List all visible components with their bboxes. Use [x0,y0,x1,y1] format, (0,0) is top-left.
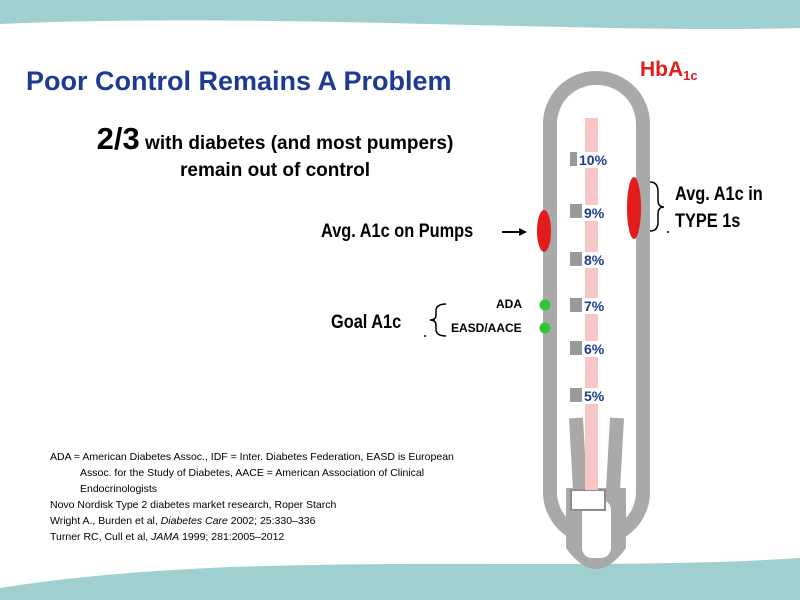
scale-label-7: 7% [584,298,605,314]
references [50,449,490,545]
reference-line [50,513,490,529]
scale-label-6: 6% [584,341,605,357]
top-wave-band [0,0,800,29]
type1-marker [627,177,641,239]
reference-line: Novo Nordisk Type 2 diabetes market research, Roper Starch [50,499,337,511]
scale-label-10: 10% [579,152,608,168]
reference-line: Endocrinologists [80,483,158,495]
headline-line1: with diabetes (and most pumpers) [139,133,454,154]
reference-authors: Wright A., Burden et al, [50,515,161,527]
goal-label: Goal A1c [331,312,402,333]
reference-citation: 1999; 281:2005–2012 [179,531,285,543]
reference-authors: Turner RC, Cull et al, [50,531,152,543]
scale-label-5: 5% [584,388,605,404]
scale-label-9: 9% [584,205,605,221]
easd-goal-dot [540,323,551,334]
headline-line2: remain out of control [180,160,370,181]
headline [40,121,510,185]
ada-goal-dot [540,300,551,311]
hba1c-sub: 1c [683,68,698,83]
reference-line: ADA = American Diabetes Assoc., IDF = Inter. Diabetes Federation, EASD is European [50,451,454,463]
scale-label-8: 8% [584,252,605,268]
hba1c-label [640,58,698,83]
arrow-icon [519,228,527,236]
easd-label: EASD/AACE [451,321,522,335]
type1-brace [650,182,664,231]
type1-label-line2: TYPE 1s [675,211,741,232]
goal-brace [430,304,446,336]
type1-label-line1: Avg. A1c in [675,184,763,205]
reference-line: Assoc. for the Study of Diabetes, AACE = American Association of Clinical [80,467,425,479]
reference-journal: Diabetes Care [160,515,228,527]
headline-fraction: 2/3 [96,121,140,156]
pumps-marker [537,210,551,252]
reference-citation: 2002; 25:330–336 [227,515,316,527]
pumps-label: Avg. A1c on Pumps [321,221,474,242]
reference-line [50,529,490,545]
slide-title: Poor Control Remains A Problem [26,66,452,96]
hba1c-main: HbA [640,58,684,81]
reference-journal: JAMA [151,531,180,543]
ada-label: ADA [496,297,522,311]
bottom-wave-band [0,558,800,600]
